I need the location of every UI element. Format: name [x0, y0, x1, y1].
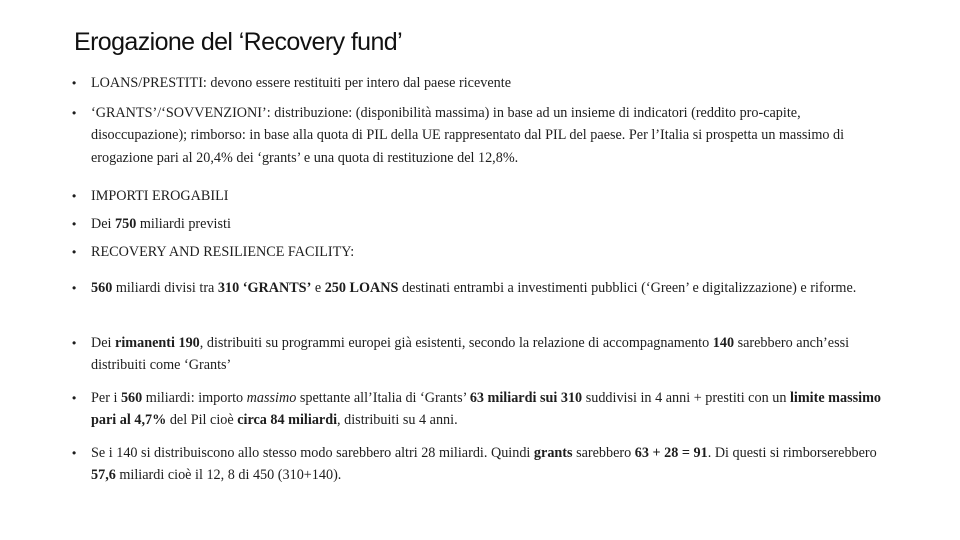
- bullet-item: [72, 387, 890, 432]
- bullet-text: sarebbero anch’essi distribuiti come ‘Grants’: [91, 335, 850, 374]
- bullet-text: IMPORTI EROGABILI: [91, 188, 229, 204]
- bullet-bold-text: rimanenti 190: [115, 335, 200, 351]
- bullet-bold-text: 750: [115, 216, 137, 232]
- bullet-bold-text: grants: [533, 445, 573, 461]
- bullet-dot: •: [72, 106, 77, 120]
- bullet-dot: •: [72, 281, 77, 295]
- bullet-text: miliardi previsti: [136, 216, 231, 232]
- bullet-dot: •: [72, 391, 77, 405]
- bullet-item: [72, 185, 890, 207]
- bullet-bold-text: 250 LOANS: [324, 280, 399, 296]
- bullet-italic-text: massimo: [246, 390, 297, 406]
- bullet-dot: •: [72, 245, 77, 259]
- bullet-item: [72, 332, 890, 377]
- bullet-text: suddivisi in 4 anni + prestiti con un: [582, 390, 790, 406]
- bullet-text: sarebbero: [572, 445, 635, 461]
- bullet-dot: •: [72, 217, 77, 231]
- bullet-item: [72, 213, 890, 235]
- bullet-text: Dei: [91, 335, 116, 351]
- bullet-text: ‘GRANTS’/‘SOVVENZIONI’: distribuzione: (disponibilità massima) in base ad un insieme di indicatori (reddito pro-capite, disoccupazione); rimborso: in base alla quota di PIL della UE rappresentato dal PIL del paese. Per l’Italia si prospetta un massimo di erogazione pari al 20,4% dei ‘grants’ e una quota di restituzione del 12,8%.: [91, 105, 845, 166]
- bullet-bold-text: 63 miliardi sui 310: [469, 390, 583, 406]
- bullet-text: e: [311, 280, 325, 296]
- bullet-item: [72, 442, 890, 487]
- bullet-bold-text: 560: [91, 280, 113, 296]
- bullet-item: [72, 241, 890, 263]
- bullet-text: , distribuiti su 4 anni.: [337, 412, 458, 429]
- bullet-bold-text: limite massimo pari al 4,7%: [91, 390, 881, 429]
- bullet-text: LOANS/PRESTITI: devono essere restituiti per intero dal paese ricevente: [91, 75, 511, 91]
- bullet-dot: •: [72, 189, 77, 203]
- bullet-text: miliardi divisi tra: [112, 280, 218, 296]
- bullet-text: destinati entrambi a investimenti pubblici (‘Green’ e digitalizzazione) e riforme.: [398, 280, 857, 296]
- bullet-dot: •: [72, 336, 77, 350]
- bullet-text: . Di questi si rimborserebbero: [707, 445, 877, 461]
- bullet-text: Dei: [91, 216, 116, 232]
- bullet-bold-text: circa 84 miliardi: [237, 412, 338, 429]
- bullet-text: spettante all’Italia di ‘Grants’: [296, 390, 470, 406]
- bullet-text: RECOVERY AND RESILIENCE FACILITY:: [91, 244, 355, 260]
- bullet-bold-text: 57,6: [91, 467, 116, 484]
- bullet-item: [72, 72, 890, 94]
- bullet-bold-text: 63 + 28 = 91: [634, 445, 708, 461]
- bullet-text: , distribuiti su programmi europei già esistenti, secondo la relazione di accompagnamento: [199, 335, 713, 351]
- bullet-text: del Pil cioè: [166, 412, 238, 429]
- bullet-item: [72, 277, 890, 299]
- bullet-text: Se i 140 si distribuiscono allo stesso modo sarebbero altri 28 miliardi. Quindi: [91, 445, 534, 461]
- bullet-bold-text: 140: [712, 335, 735, 351]
- bullet-text: miliardi: importo: [142, 390, 247, 406]
- bullet-bold-text: 560: [120, 390, 143, 406]
- slide-title: Erogazione del ‘Recovery fund’: [74, 28, 403, 56]
- bullet-item: [72, 102, 890, 169]
- bullet-text: miliardi cioè il 12, 8 di 450 (310+140).: [115, 467, 342, 484]
- bullet-text: Per i: [91, 390, 121, 406]
- bullet-dot: •: [72, 446, 77, 460]
- bullet-bold-text: 310 ‘GRANTS’: [217, 280, 312, 296]
- bullet-dot: •: [72, 76, 77, 90]
